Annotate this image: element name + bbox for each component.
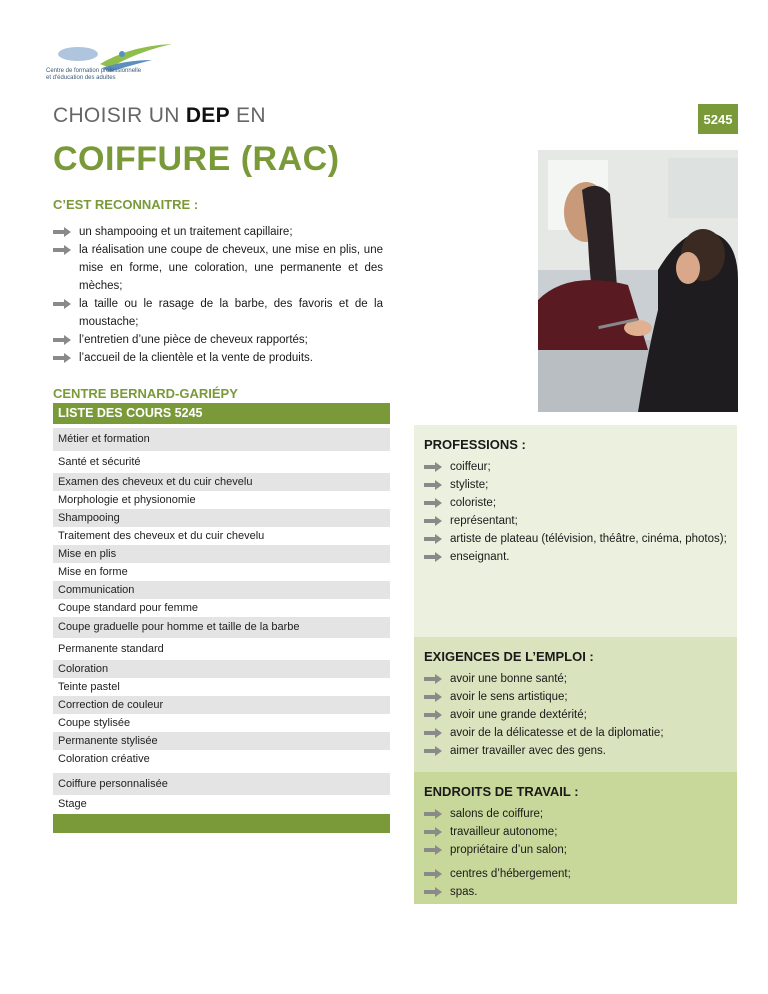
- subtitle-suffix: EN: [229, 104, 266, 127]
- course-row: Traitement des cheveux et du cuir chevelu: [58, 530, 265, 542]
- exigence-item: [424, 670, 727, 688]
- profession-item-text: coiffeur;: [450, 461, 491, 473]
- exigences-list: [424, 670, 727, 760]
- centre-name: CENTRE BERNARD-GARIÉPY: [53, 386, 238, 401]
- hairdressing-photo: [538, 150, 738, 412]
- reconnaitre-item: [53, 295, 383, 331]
- exigences-box: [414, 637, 737, 772]
- reconnaitre-item-text: l’accueil de la clientèle et la vente de produits.: [79, 352, 313, 364]
- bullet-arrow-icon: [424, 809, 442, 819]
- profession-item-text: coloriste;: [450, 497, 497, 509]
- bullet-arrow-icon: [424, 498, 442, 508]
- reconnaitre-item: [53, 331, 383, 349]
- endroit-item-text: travailleur autonome;: [450, 826, 558, 838]
- bullet-arrow-icon: [424, 710, 442, 720]
- course-row: Coloration créative: [58, 753, 150, 765]
- profession-item: [424, 530, 727, 548]
- reconnaitre-item-text: la taille ou le rasage de la barbe, des favoris et de la moustache;: [79, 298, 383, 328]
- bullet-arrow-icon: [424, 845, 442, 855]
- course-row: Correction de couleur: [53, 696, 390, 714]
- profession-item: [424, 476, 727, 494]
- exigence-item-text: avoir une grande dextérité;: [450, 709, 587, 721]
- bullet-arrow-icon: [424, 728, 442, 738]
- logo-tagline-1: Centre de formation professionnelle: [46, 68, 142, 74]
- endroit-item: [424, 883, 727, 901]
- course-row: Communication: [53, 581, 390, 599]
- bullet-arrow-icon: [424, 462, 442, 472]
- exigence-item-text: avoir de la délicatesse et de la diplomatie;: [450, 727, 664, 739]
- bullet-arrow-icon: [424, 869, 442, 879]
- course-row: Teinte pastel: [58, 681, 120, 693]
- endroits-list: [424, 805, 727, 901]
- course-row: Mise en forme: [58, 566, 128, 578]
- exigence-item-text: avoir le sens artistique;: [450, 691, 568, 703]
- course-row: Santé et sécurité: [58, 456, 141, 468]
- profession-item-text: représentant;: [450, 515, 518, 527]
- bullet-arrow-icon: [424, 552, 442, 562]
- endroit-item: [424, 805, 727, 823]
- professions-heading: PROFESSIONS :: [424, 437, 526, 452]
- bullet-arrow-icon: [424, 534, 442, 544]
- profession-item-text: artiste de plateau (télévision, théâtre, cinéma, photos);: [450, 533, 727, 545]
- endroits-heading: ENDROITS DE TRAVAIL :: [424, 784, 579, 799]
- course-row: Coupe graduelle pour homme et taille de la barbe: [53, 617, 390, 638]
- endroit-item: [424, 823, 727, 841]
- bullet-arrow-icon: [53, 353, 71, 363]
- course-row: Morphologie et physionomie: [58, 494, 196, 506]
- course-list-footer-bar: [53, 814, 390, 833]
- course-row: Examen des cheveux et du cuir chevelu: [53, 473, 390, 491]
- bullet-arrow-icon: [53, 335, 71, 345]
- reconnaitre-list: [53, 223, 383, 367]
- exigence-item: [424, 742, 727, 760]
- course-row: Permanente stylisée: [53, 732, 390, 750]
- course-list-heading: LISTE DES COURS 5245: [53, 403, 390, 424]
- course-row: Coupe stylisée: [58, 717, 131, 729]
- bullet-arrow-icon: [424, 827, 442, 837]
- reconnaitre-heading: C’EST RECONNAITRE :: [53, 197, 199, 212]
- bullet-arrow-icon: [53, 245, 71, 255]
- exigence-item: [424, 724, 727, 742]
- profession-item-text: styliste;: [450, 479, 489, 491]
- program-code-badge: 5245: [698, 104, 738, 134]
- professions-box: [414, 425, 737, 637]
- bullet-arrow-icon: [424, 674, 442, 684]
- bullet-arrow-icon: [424, 480, 442, 490]
- course-row: Mise en plis: [53, 545, 390, 563]
- professions-list: [424, 458, 727, 566]
- course-row: Shampooing: [53, 509, 390, 527]
- logo: [40, 40, 180, 85]
- exigence-item: [424, 688, 727, 706]
- reconnaitre-item-text: un shampooing et un traitement capillaire;: [79, 226, 293, 238]
- subtitle-bold: DEP: [185, 104, 230, 127]
- bullet-arrow-icon: [424, 516, 442, 526]
- bullet-arrow-icon: [424, 692, 442, 702]
- page-title: COIFFURE (RAC): [53, 140, 340, 178]
- reconnaitre-item: [53, 241, 383, 295]
- endroit-item: [424, 865, 727, 883]
- course-row: Coupe standard pour femme: [58, 602, 199, 614]
- course-row: Stage: [58, 798, 87, 810]
- exigence-item-text: aimer travailler avec des gens.: [450, 745, 606, 757]
- course-row: Coloration: [53, 660, 390, 678]
- reconnaitre-item: [53, 349, 383, 367]
- reconnaitre-item-text: l’entretien d’une pièce de cheveux rapportés;: [79, 334, 308, 346]
- profession-item: [424, 512, 727, 530]
- logo-tagline-2: et d'éducation des adultes: [46, 75, 116, 81]
- exigences-heading: EXIGENCES DE L’EMPLOI :: [424, 649, 594, 664]
- endroit-item-text: spas.: [450, 886, 478, 898]
- bullet-arrow-icon: [424, 887, 442, 897]
- course-row: Métier et formation: [53, 428, 390, 451]
- endroit-item: [424, 841, 727, 859]
- endroit-item-text: salons de coiffure;: [450, 808, 544, 820]
- course-row: Permanente standard: [58, 643, 164, 655]
- bullet-arrow-icon: [53, 227, 71, 237]
- profession-item-text: enseignant.: [450, 551, 510, 563]
- profession-item: [424, 548, 727, 566]
- reconnaitre-item-text: la réalisation une coupe de cheveux, une mise en plis, une mise en forme, une coloration, une permanente et des mèches;: [79, 244, 383, 292]
- bullet-arrow-icon: [424, 746, 442, 756]
- endroit-item-text: centres d’hébergement;: [450, 868, 571, 880]
- reconnaitre-item: [53, 223, 383, 241]
- course-row: Coiffure personnalisée: [53, 773, 390, 795]
- bullet-arrow-icon: [53, 299, 71, 309]
- endroits-box: [414, 772, 737, 904]
- page-subtitle: [53, 104, 266, 128]
- profession-item: [424, 458, 727, 476]
- profession-item: [424, 494, 727, 512]
- exigence-item: [424, 706, 727, 724]
- exigence-item-text: avoir une bonne santé;: [450, 673, 568, 685]
- subtitle-prefix: CHOISIR UN: [53, 104, 186, 127]
- endroit-item-text: propriétaire d’un salon;: [450, 844, 567, 856]
